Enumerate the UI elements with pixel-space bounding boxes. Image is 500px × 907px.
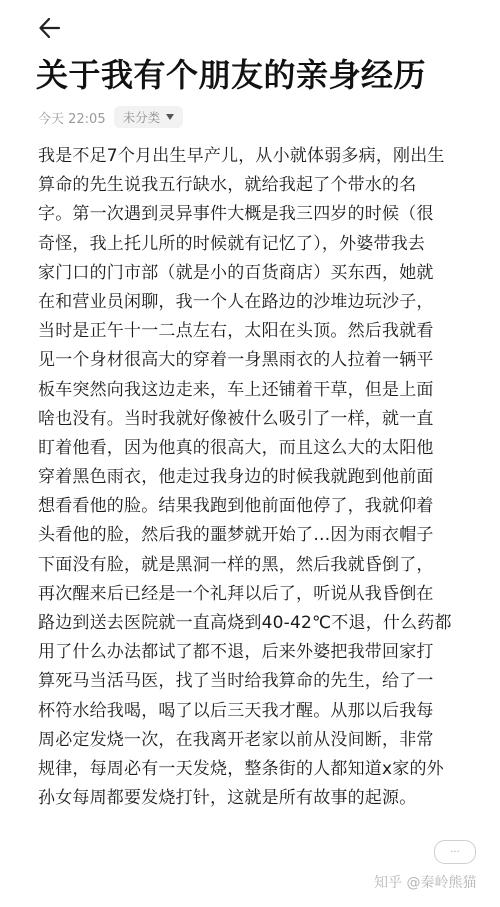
article-line: 板车突然向我这边走来，车上还铺着干草，但是上面 [38,379,434,400]
chat-bubble-icon: ··· [450,846,460,858]
category-dropdown[interactable] [114,106,184,128]
article-line: 规律，每周必有一天发烧，整条街的人都知道x家的外 [38,758,444,779]
article-line: 路边到送去医院就一直高烧到40-42℃不退，什么药都 [38,613,452,633]
back-button[interactable] [34,12,66,44]
article-line: 我是不足7个月出生早产儿，从小就体弱多病，刚出生 [38,146,445,166]
article-time: 今天 22:05 [38,111,106,127]
triangle-down-icon [166,114,174,120]
article-line: 杯符水给我喝，喝了以后三天我才醒。从那以后我每 [38,700,434,721]
article-line: 算命的先生说我五行缺水，就给我起了个带水的名 [38,175,417,196]
article-line: 在和营业员闲聊，我一个人在路边的沙堆边玩沙子， [38,291,434,312]
article-line: 孙女每周都要发烧打针，这就是所有故事的起源。 [38,788,417,809]
watermark-badge [434,840,476,864]
watermark-text: 知乎 @秦岭熊猫 [372,872,478,892]
article-line: 头看他的脸，然后我的噩梦就开始了…因为雨衣帽子 [38,525,434,546]
article-meta [38,104,183,130]
article-line: 下面没有脸，就是黑洞一样的黑，然后我就昏倒了， [38,554,434,575]
article-line: 穿着黑色雨衣，他走过我身边的时候我就跑到他前面 [38,467,434,488]
article-line: 盯着他看，因为他真的很高大，而且这么大的太阳他 [38,437,434,458]
article-line: 字。第一次遇到灵异事件大概是我三四岁的时候（很 [38,204,434,225]
article-line: 算死马当活马医，找了当时给我算命的先生，给了一 [38,671,434,692]
article-line: 见一个身材很高大的穿着一身黑雨衣的人拉着一辆平 [38,350,434,371]
article-line: 周必定发烧一次，在我离开老家以前从没间断，非常 [38,729,434,750]
article-line: 奇怪，我上托儿所的时候就有记忆了），外婆带我去 [38,233,426,254]
article-line: 用了什么办法都试了都不退，后来外婆把我带回家打 [38,642,434,663]
article-line: 当时是正午十一二点左右，太阳在头顶。然后我就看 [38,321,434,342]
category-label: 未分类 [122,110,161,125]
arrow-left-icon [37,15,63,41]
article-line: 想看看他的脸。结果我跑到他前面他停了，我就仰着 [38,496,434,517]
article-line: 啥也没有。当时我就好像被什么吸引了一样，就一直 [38,408,434,429]
article-body [38,142,466,813]
article-title: 关于我有个朋友的亲身经历 [36,56,427,94]
article-line: 再次醒来后已经是一个礼拜以后了，听说从我昏倒在 [38,583,434,604]
article-line: 家门口的门市部（就是小的百货商店）买东西，她就 [38,262,434,283]
